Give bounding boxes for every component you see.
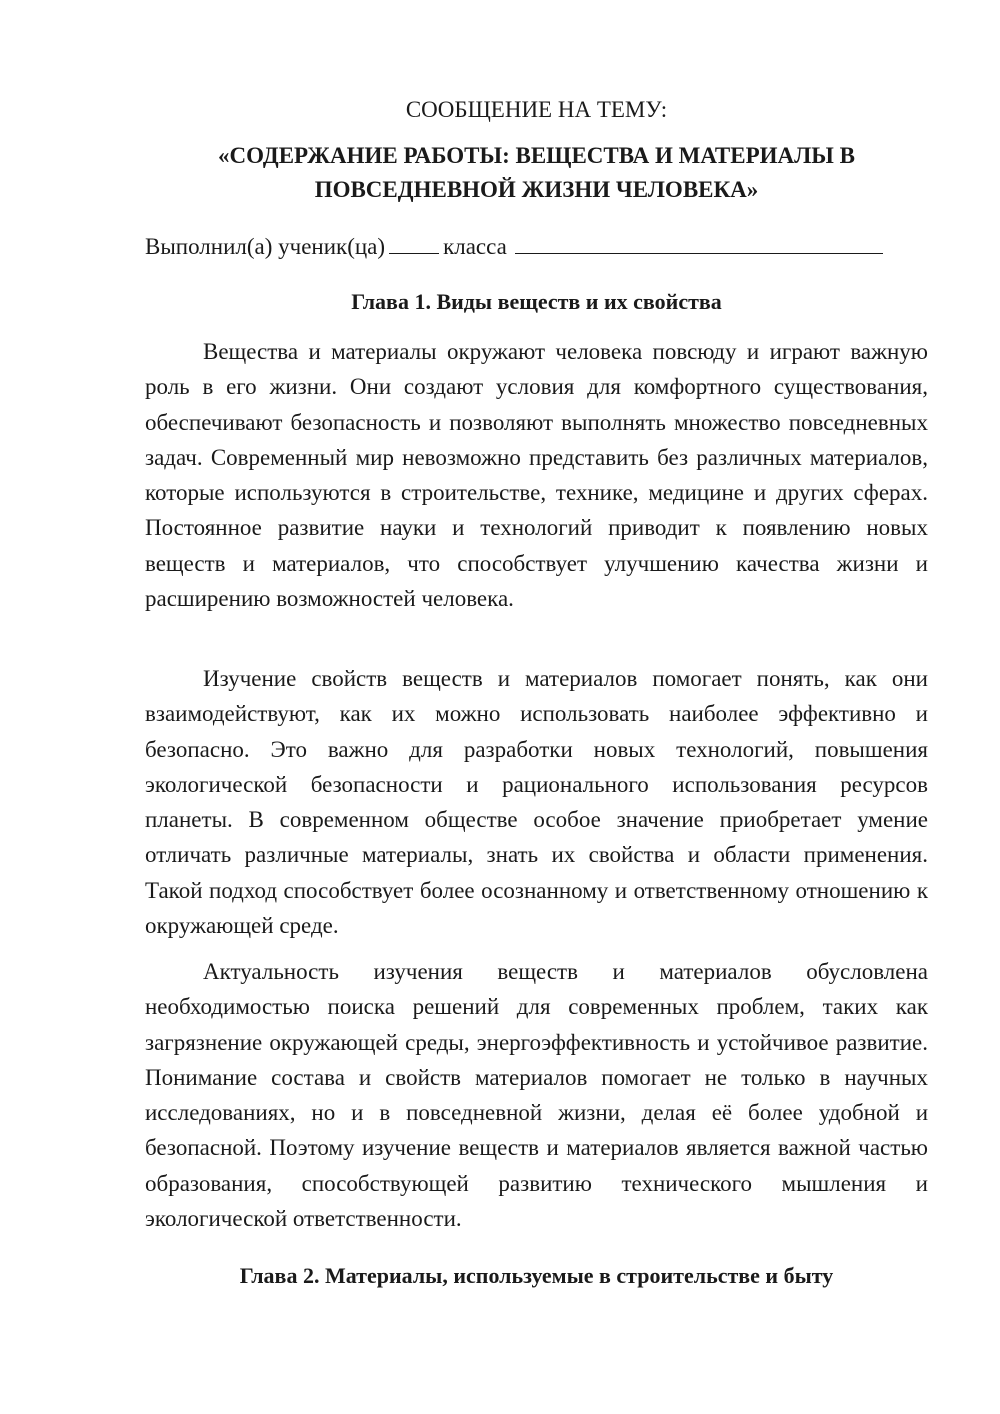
chapter-2-heading: Глава 2. Материалы, используемые в строительстве и быту [239,1263,834,1288]
document-title-line-1: «СОДЕРЖАНИЕ РАБОТЫ: ВЕЩЕСТВА И МАТЕРИАЛЫ В [218,143,855,168]
class-label: класса [443,234,507,259]
document-title-line-2: ПОВСЕДНЕВНОЙ ЖИЗНИ ЧЕЛОВЕКА» [314,177,759,202]
grade-blank-field [389,231,439,254]
document-title [145,139,928,207]
author-prefix: Выполнил(а) ученик(ца) [145,234,386,259]
author-line [145,230,928,264]
name-blank-field [515,231,883,254]
chapter-1-paragraph-1: Вещества и материалы окружают человека повсюду и играют важную роль в его жизни. Они создают условия для комфортного существования, обеспечивают безопасность и позволяют выполнять множество повседневных задач. Современный мир невозможно представить без различных материалов, которые используются в строительстве, технике, медицине и других сферах. Постоянное развитие науки и технологий приводит к появлению новых веществ и материалов, что способствует улучшению качества жизни и расширению возможностей человека. [145,339,928,612]
chapter-1-paragraph-2: Изучение свойств веществ и материалов помогает понять, как они взаимодействуют, как их можно использовать наиболее эффективно и безопасно. Это важно для разработки новых технологий, повышения экологической безопасности и рационального использования ресурсов планеты. В современном обществе особое значение приобретает умение отличать различные материалы, знать их свойства и области применения. Такой подход способствует более осознанному и ответственному отношению к окружающей среде. [145,666,928,939]
document-header: СООБЩЕНИЕ НА ТЕМУ: [405,97,668,122]
chapter-1-heading: Глава 1. Виды веществ и их свойства [351,289,722,314]
chapter-1-paragraph-3: Актуальность изучения веществ и материалов обусловлена необходимостью поиска решений для современных проблем, таких как загрязнение окружающей среды, энергоэффективность и устойчивое развитие. Понимание состава и свойств материалов помогает не только в научных исследованиях, но и в повседневной жизни, делая её более удобной и безопасной. Поэтому изучение веществ и материалов является важной частью образования, способствующей развитию технического мышления и экологической ответственности. [145,959,928,1232]
